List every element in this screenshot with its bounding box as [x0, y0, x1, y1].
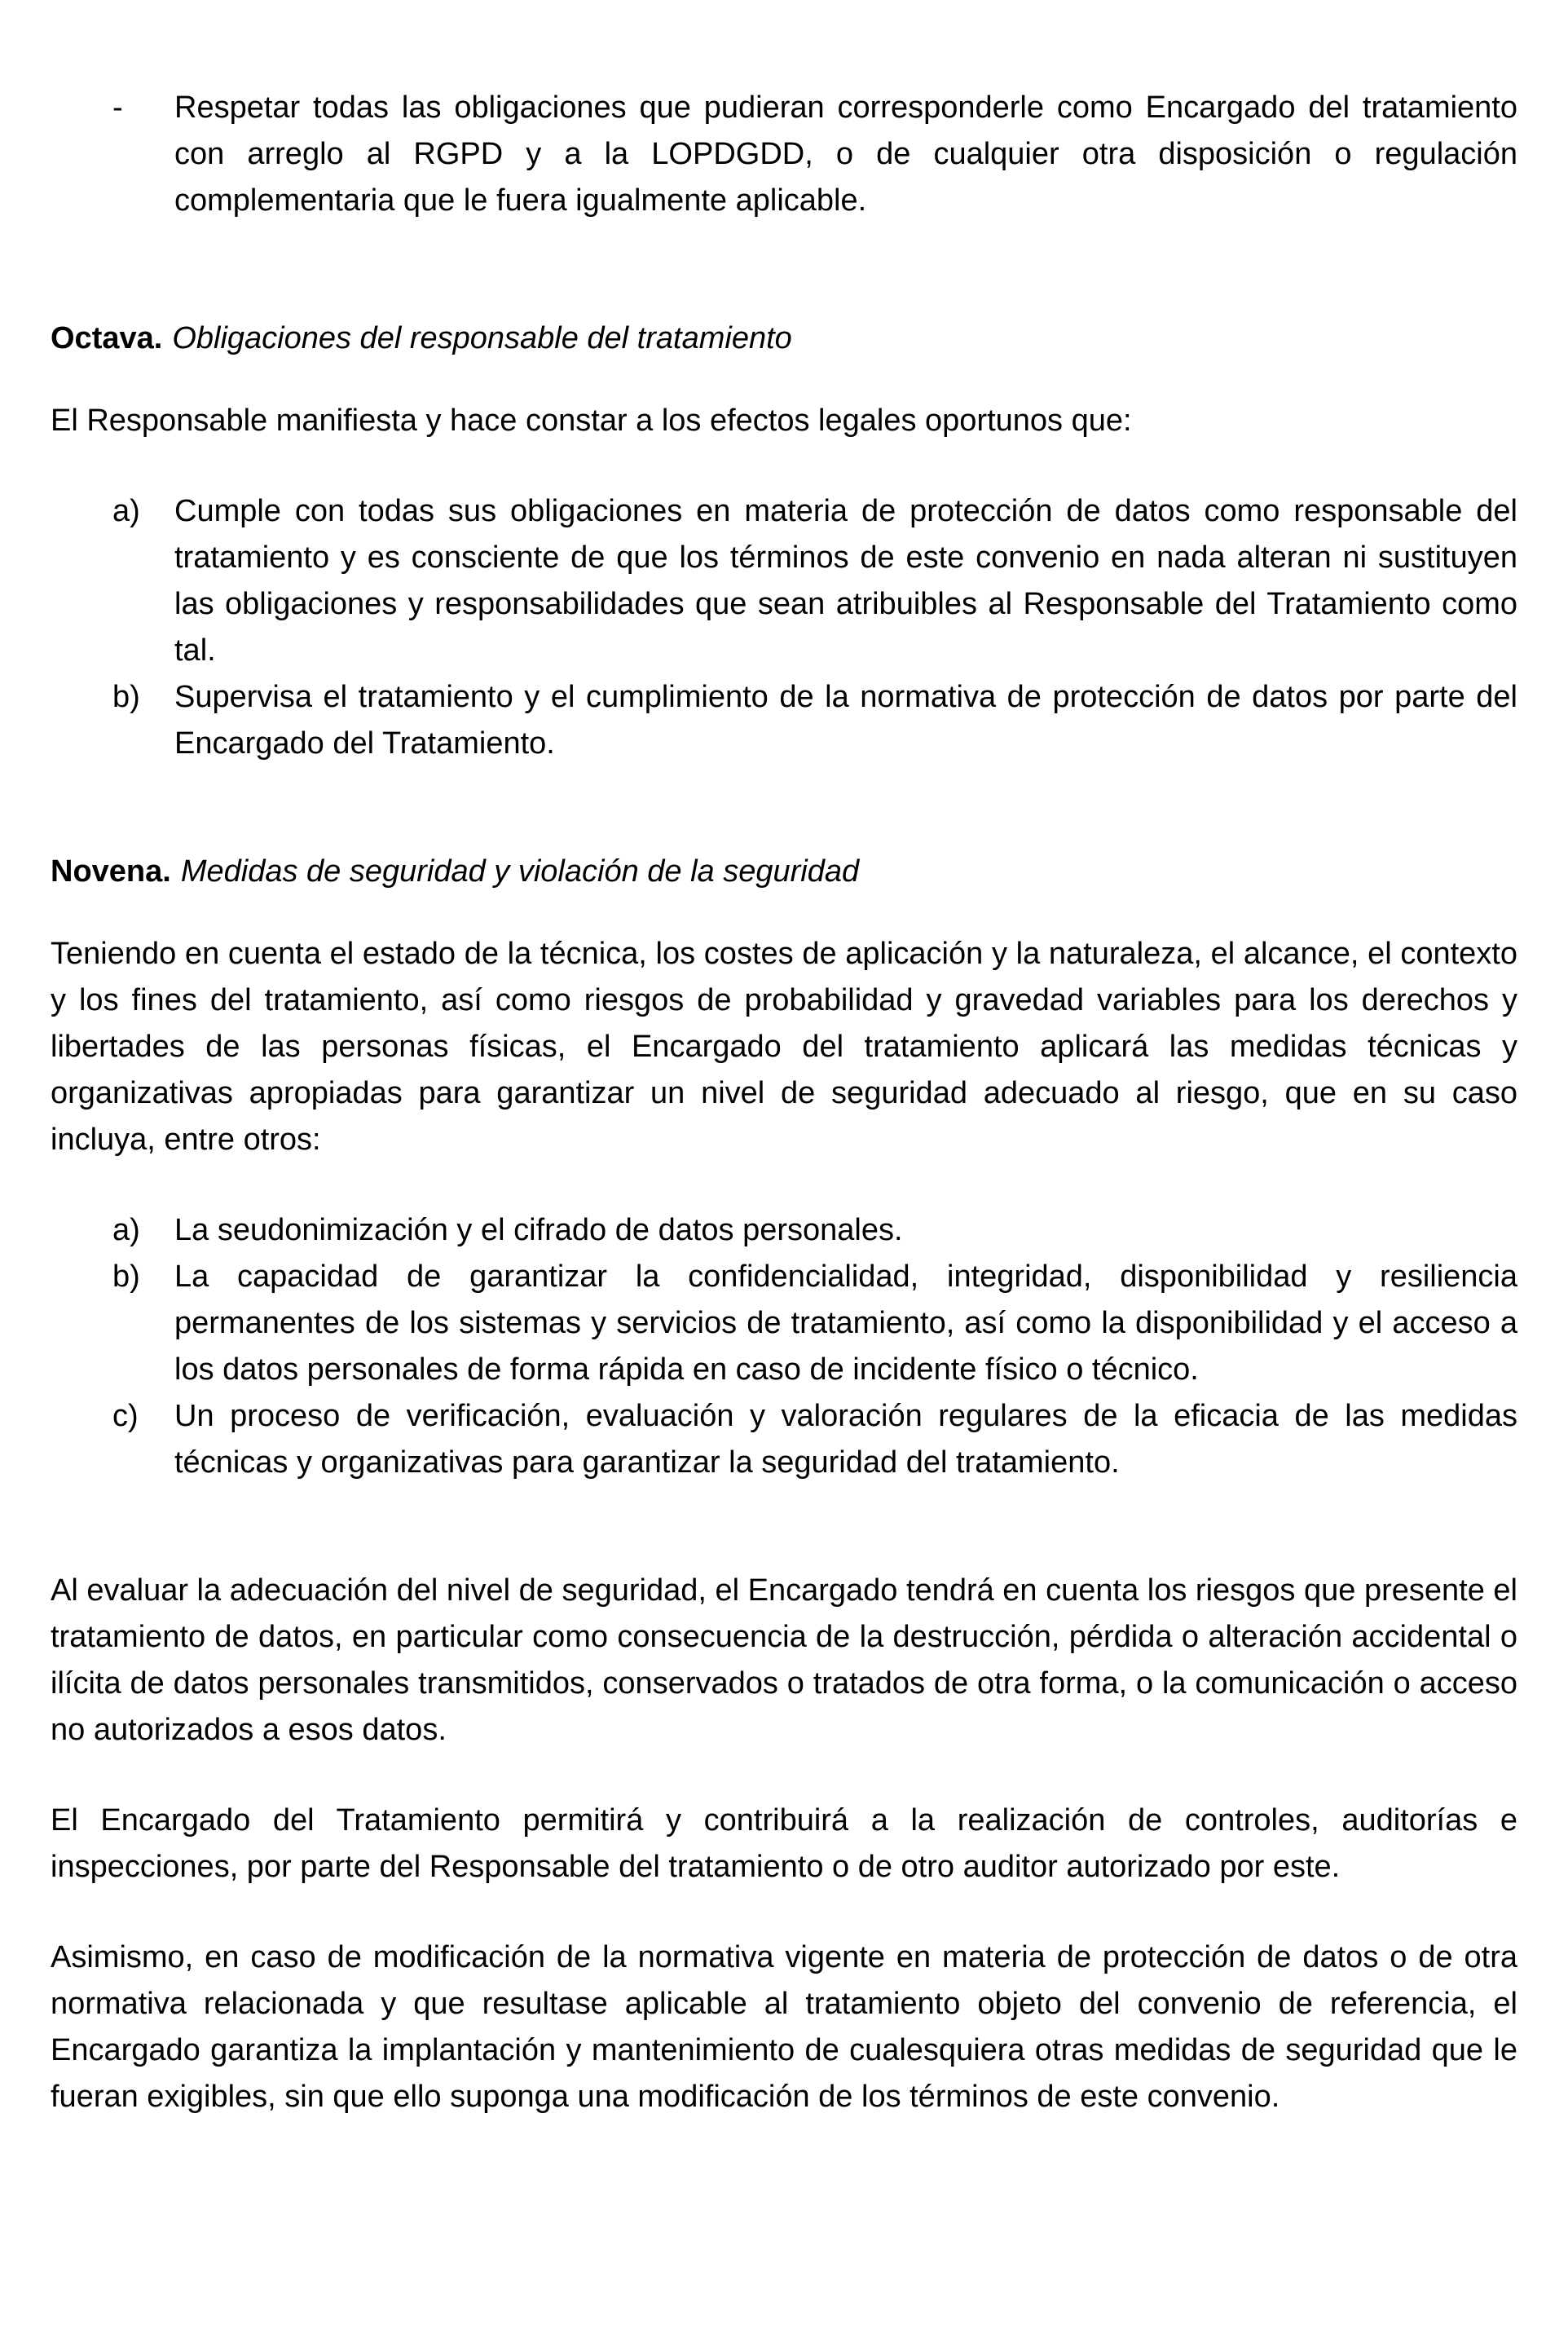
list-item-text: Un proceso de verificación, evaluación y valoración regulares de la eficacia de las medidas técnicas y organizativas para garantizar la seguridad del tratamiento. — [174, 1399, 1517, 1480]
section-heading-octava — [51, 315, 1517, 362]
list-item — [51, 674, 1517, 767]
intro-bullet-text: Respetar todas las obligaciones que pudieran corresponderle como Encargado del tratamiento con arreglo al RGPD y a la LOPDGDD, o de cualquier otra disposición o regulación complementaria que le fuera igualmente aplicable. — [174, 90, 1517, 218]
section-number: Octava. — [51, 321, 163, 355]
list-item-marker: b) — [112, 680, 140, 714]
list-item-text: Cumple con todas sus obligaciones en materia de protección de datos como responsable del tratamiento y es consciente de que los términos de este convenio en nada alteran ni sustituyen las obligaciones y responsabilidades que sean atribuibles al Responsable del Tratamiento como tal. — [174, 494, 1517, 668]
closing-paragraph: Al evaluar la adecuación del nivel de seguridad, el Encargado tendrá en cuenta los riesgos que presente el tratamiento de datos, en particular como consecuencia de la destrucción, pérdida o alteración accidental o ilícita de datos personales transmitidos, conservados o tratados de otra forma, o la comunicación o acceso no autorizados a esos datos. — [51, 1573, 1517, 1747]
list-item-marker: a) — [112, 1213, 140, 1247]
list-item-text: La capacidad de garantizar la confidencialidad, integridad, disponibilidad y resiliencia permanentes de los sistemas y servicios de tratamiento, así como la disponibilidad y el acceso a los datos personales de forma rápida en caso de incidente físico o técnico. — [174, 1260, 1517, 1387]
list-item-marker: b) — [112, 1260, 140, 1294]
dash-bullet-marker: - — [112, 90, 123, 125]
list-item-marker: c) — [112, 1399, 139, 1433]
list-item — [51, 1393, 1517, 1486]
list-item-text: La seudonimización y el cifrado de datos personales. — [174, 1213, 903, 1247]
closing-paragraph: Asimismo, en caso de modificación de la normativa vigente en materia de protección de datos o de otra normativa relacionada y que resultase aplicable al tratamiento objeto del convenio de referencia, el Encargado garantiza la implantación y mantenimiento de cualesquiera otras medidas de seguridad que le fueran exigibles, sin que ello suponga una modificación de los términos de este convenio. — [51, 1940, 1517, 2114]
closing-paragraph: El Encargado del Tratamiento permitirá y contribuirá a la realización de controles, auditorías e inspecciones, por parte del Responsable del tratamiento o de otro auditor autorizado por este. — [51, 1803, 1517, 1884]
list-item — [51, 488, 1517, 674]
list-item — [51, 1254, 1517, 1393]
section-title: Medidas de seguridad y violación de la seguridad — [180, 854, 860, 889]
section-heading-novena — [51, 849, 1517, 895]
section-title: Obligaciones del responsable del tratamiento — [172, 321, 792, 355]
lettered-list-novena — [51, 1207, 1517, 1486]
lead-paragraph: Teniendo en cuenta el estado de la técnica, los costes de aplicación y la naturaleza, el alcance, el contexto y los fines del tratamiento, así como riesgos de probabilidad y gravedad variables para los derechos y libertades de las personas físicas, el Encargado del tratamiento aplicará las medidas técnicas y organizativas apropiadas para garantizar un nivel de seguridad adecuado al riesgo, que en su caso incluya, entre otros: — [51, 937, 1517, 1157]
intro-bullet-item — [51, 85, 1517, 224]
lettered-list-octava — [51, 488, 1517, 767]
section-number: Novena. — [51, 854, 171, 889]
list-item-marker: a) — [112, 494, 140, 528]
list-item — [51, 1207, 1517, 1254]
list-item-text: Supervisa el tratamiento y el cumplimiento de la normativa de protección de datos por parte del Encargado del Tratamiento. — [174, 680, 1517, 761]
lead-paragraph: El Responsable manifiesta y hace constar a los efectos legales oportunos que: — [51, 404, 1132, 438]
